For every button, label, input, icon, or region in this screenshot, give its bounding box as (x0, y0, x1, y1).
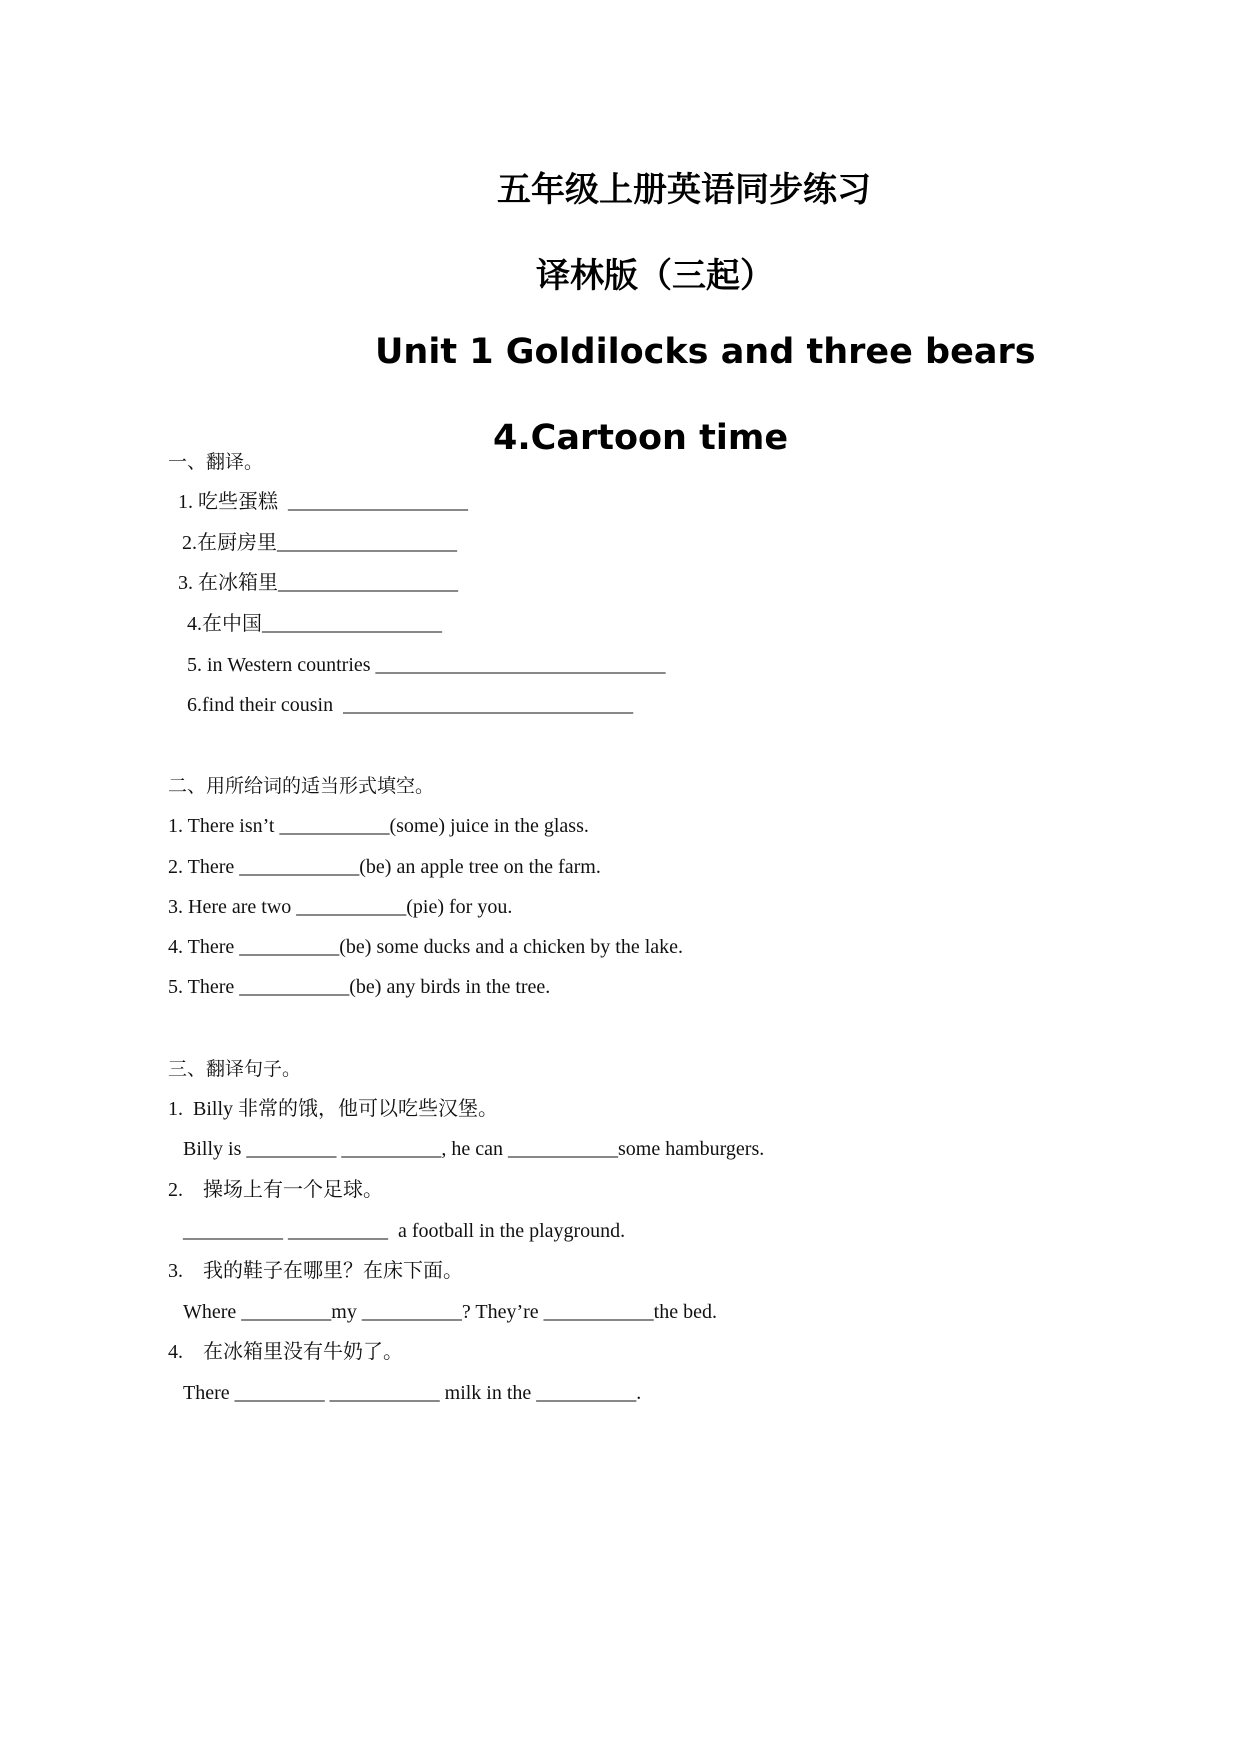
section3-answer: Billy is _________ __________, he can ___________some hamburgers. (183, 1138, 765, 1160)
section1-item: 5. in Western countries _____________________________ (187, 654, 666, 676)
section1-item: 4.在中国__________________ (187, 613, 442, 635)
section3-heading: 三、翻译句子。 (168, 1058, 302, 1080)
edition-subtitle: 译林版（三起） (536, 256, 774, 296)
section3-prompt: 2. 操场上有一个足球。 (168, 1179, 383, 1201)
page-title: 五年级上册英语同步练习 (497, 170, 871, 210)
section1-item: 6.find their cousin _____________________________ (187, 694, 634, 716)
section1-heading: 一、翻译。 (168, 451, 264, 473)
section1-item: 3. 在冰箱里__________________ (178, 572, 458, 594)
section1-item: 2.在厨房里__________________ (182, 532, 457, 554)
section2-item: 1. There isn’t ___________(some) juice in the glass. (168, 815, 589, 837)
section3-prompt: 4. 在冰箱里没有牛奶了。 (168, 1341, 403, 1363)
section3-answer: __________ __________ a football in the playground. (183, 1220, 626, 1242)
section3-answer: Where _________my __________? They’re ___________the bed. (183, 1301, 717, 1323)
unit-title: Unit 1 Goldilocks and three bears (375, 332, 1036, 372)
section2-heading: 二、用所给词的适当形式填空。 (168, 775, 435, 797)
section2-item: 3. Here are two ___________(pie) for you. (168, 896, 513, 918)
lesson-title: 4.Cartoon time (493, 418, 789, 458)
section3-prompt: 3. 我的鞋子在哪里？在床下面。 (168, 1260, 463, 1282)
section2-item: 4. There __________(be) some ducks and a chicken by the lake. (168, 936, 684, 958)
section2-item: 5. There ___________(be) any birds in the tree. (168, 976, 551, 998)
section2-item: 2. There ____________(be) an apple tree on the farm. (168, 856, 601, 878)
section3-answer: There _________ ___________ milk in the __________. (183, 1382, 642, 1404)
section1-item: 1. 吃些蛋糕 __________________ (178, 491, 468, 513)
section3-prompt: 1. Billy 非常的饿，他可以吃些汉堡。 (168, 1098, 499, 1120)
